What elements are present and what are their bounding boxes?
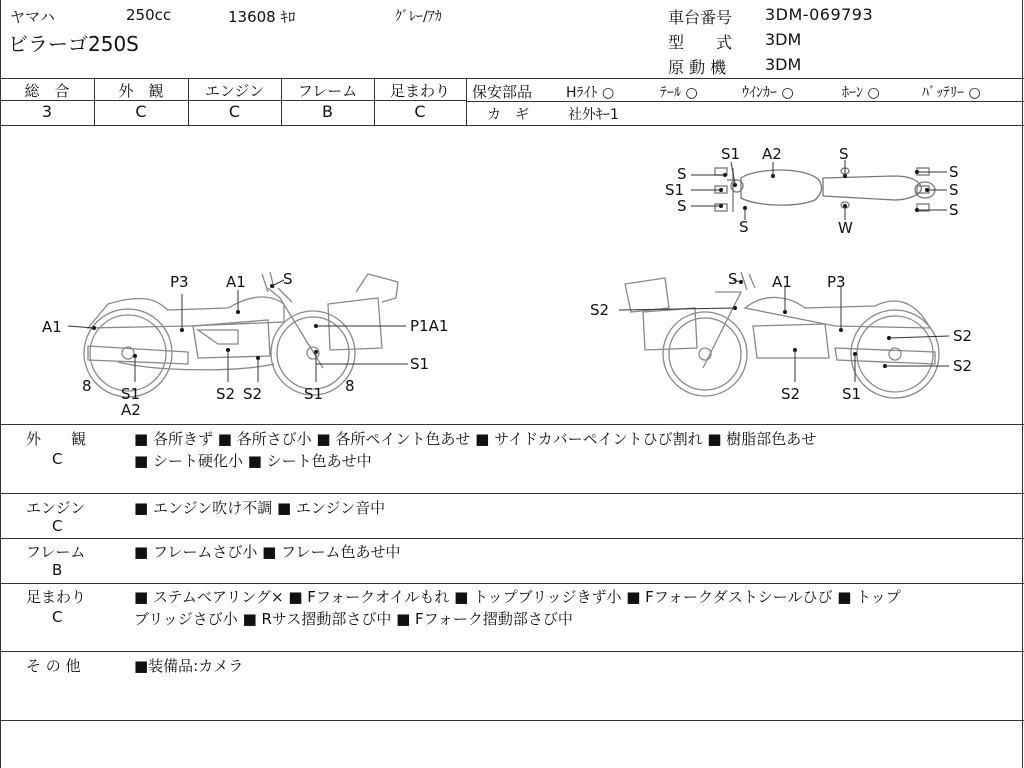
border-right bbox=[1022, 0, 1023, 768]
bike-right-side-diagram bbox=[585, 268, 985, 408]
label-top-s: S bbox=[839, 145, 849, 163]
svg-text:S: S bbox=[949, 181, 959, 199]
type-value: 3DM bbox=[765, 30, 802, 49]
svg-text:P3: P3 bbox=[170, 273, 189, 291]
svg-text:A2: A2 bbox=[121, 401, 141, 419]
remark-frame-label: フレーム bbox=[26, 543, 86, 561]
svg-text:S2: S2 bbox=[953, 327, 973, 345]
remark-frame-grade: B bbox=[52, 561, 63, 579]
svg-text:A1: A1 bbox=[772, 273, 792, 291]
remark-exterior-label: 外 観 bbox=[26, 430, 87, 448]
remark-suspension-line-2: ブリッジさび小 ■ Rサス摺動部さび中 ■ Fフォーク摺動部さび中 bbox=[134, 610, 573, 628]
remark-suspension-label: 足まわり bbox=[26, 588, 87, 606]
key-value: 社外ｷｰ1 bbox=[568, 107, 619, 123]
model-name: ビラーゴ250S bbox=[8, 32, 139, 56]
maker: ヤマハ bbox=[10, 8, 55, 26]
svg-text:S: S bbox=[283, 270, 293, 288]
engine-type-label: 原 動 機 bbox=[668, 58, 727, 77]
svg-text:W: W bbox=[838, 219, 853, 237]
remark-engine-grade: C bbox=[52, 517, 63, 535]
divider-remark-4 bbox=[0, 651, 1024, 652]
svg-text:S1: S1 bbox=[304, 385, 324, 403]
divider-remark-5 bbox=[0, 720, 1024, 721]
body-color: ｸﾞﾚｰ/ｱｶ bbox=[395, 9, 442, 25]
svg-text:A1: A1 bbox=[226, 273, 246, 291]
bike-left-side-diagram bbox=[38, 268, 470, 420]
svg-text:S2: S2 bbox=[216, 385, 236, 403]
grade-exterior-value: C bbox=[135, 102, 147, 121]
svg-text:S2: S2 bbox=[953, 357, 973, 375]
svg-text:S1: S1 bbox=[410, 355, 430, 373]
svg-text:S: S bbox=[739, 218, 749, 236]
grade-divider-5 bbox=[466, 78, 467, 125]
svg-text:S: S bbox=[677, 197, 687, 215]
grade-exterior-label: 外 観 bbox=[118, 82, 164, 100]
safety-item-headlight: Hﾗｲﾄ ○ bbox=[566, 85, 615, 101]
safety-parts-title: 保安部品 bbox=[472, 83, 533, 101]
key-label: カ ギ bbox=[487, 107, 529, 123]
remark-exterior-line-1: ■ 各所きず ■ 各所さび小 ■ 各所ペイント色あせ ■ サイドカバーペイントひび割れ ■ 樹脂部色あせ bbox=[134, 430, 817, 448]
divider-diagram-bottom bbox=[0, 424, 1024, 425]
remark-other-label: そ の 他 bbox=[26, 657, 81, 675]
grade-suspension-label: 足まわり bbox=[389, 82, 450, 100]
remark-frame-line-1: ■ フレームさび小 ■ フレーム色あせ中 bbox=[134, 543, 401, 561]
svg-text:S: S bbox=[949, 201, 959, 219]
svg-text:S: S bbox=[677, 165, 687, 183]
svg-text:8: 8 bbox=[82, 377, 92, 395]
bike-top-view-diagram bbox=[655, 140, 985, 240]
grade-frame-label: フレーム bbox=[297, 82, 358, 100]
svg-text:S: S bbox=[949, 163, 959, 181]
engine-type-value: 3DM bbox=[765, 55, 802, 74]
divider-remark-3 bbox=[0, 583, 1024, 584]
safety-item-battery: ﾊﾞｯﾃﾘｰ ○ bbox=[922, 85, 981, 101]
safety-item-horn: ﾎｰﾝ ○ bbox=[842, 85, 880, 101]
grade-overall-label: 総 合 bbox=[24, 82, 70, 100]
svg-text:S2: S2 bbox=[243, 385, 263, 403]
svg-text:S1: S1 bbox=[121, 385, 141, 403]
divider-header bbox=[0, 78, 1024, 79]
svg-text:A1: A1 bbox=[42, 318, 62, 336]
divider-remark-1 bbox=[0, 493, 1024, 494]
remark-engine-line-1: ■ エンジン吹け不調 ■ エンジン音中 bbox=[134, 499, 386, 517]
remark-exterior-line-2: ■ シート硬化小 ■ シート色あせ中 bbox=[134, 452, 372, 470]
remark-suspension-line-1: ■ ステムベアリング× ■ Fフォークオイルもれ ■ トップブリッジきず小 ■ Fフォークダストシールひび ■ トップ bbox=[134, 588, 901, 606]
remark-engine-label: エンジン bbox=[26, 499, 86, 517]
svg-text:P1A1: P1A1 bbox=[410, 317, 449, 335]
grade-frame-value: B bbox=[322, 102, 333, 121]
remark-suspension-grade: C bbox=[52, 608, 63, 626]
divider-remark-2 bbox=[0, 538, 1024, 539]
grade-suspension-value: C bbox=[414, 102, 426, 121]
grade-engine-label: エンジン bbox=[204, 82, 265, 100]
svg-text:S2: S2 bbox=[590, 301, 610, 319]
grade-engine-value: C bbox=[228, 102, 241, 121]
remark-other-line-1: ■装備品:カメラ bbox=[134, 657, 244, 675]
remark-exterior-grade: C bbox=[52, 450, 63, 468]
svg-text:S1: S1 bbox=[842, 385, 862, 403]
divider-grades-bottom bbox=[0, 125, 1024, 126]
frame-number-label: 車台番号 bbox=[668, 8, 733, 27]
grade-overall-value: 3 bbox=[41, 102, 53, 121]
label-top-a2: A2 bbox=[762, 145, 782, 163]
displacement: 250cc bbox=[126, 6, 172, 24]
svg-text:8: 8 bbox=[345, 377, 355, 395]
frame-number-value: 3DM-069793 bbox=[765, 5, 874, 24]
svg-text:P3: P3 bbox=[827, 273, 846, 291]
svg-text:S2: S2 bbox=[781, 385, 801, 403]
mileage: 13608 ｷﾛ bbox=[228, 8, 296, 26]
safety-item-taillight: ﾃｰﾙ ○ bbox=[660, 85, 698, 101]
svg-text:S: S bbox=[728, 270, 738, 288]
label-top-s1: S1 bbox=[721, 145, 741, 163]
safety-item-winker: ｳｲﾝｶｰ ○ bbox=[742, 85, 794, 101]
type-label: 型 式 bbox=[668, 33, 733, 52]
svg-text:S1: S1 bbox=[665, 181, 685, 199]
